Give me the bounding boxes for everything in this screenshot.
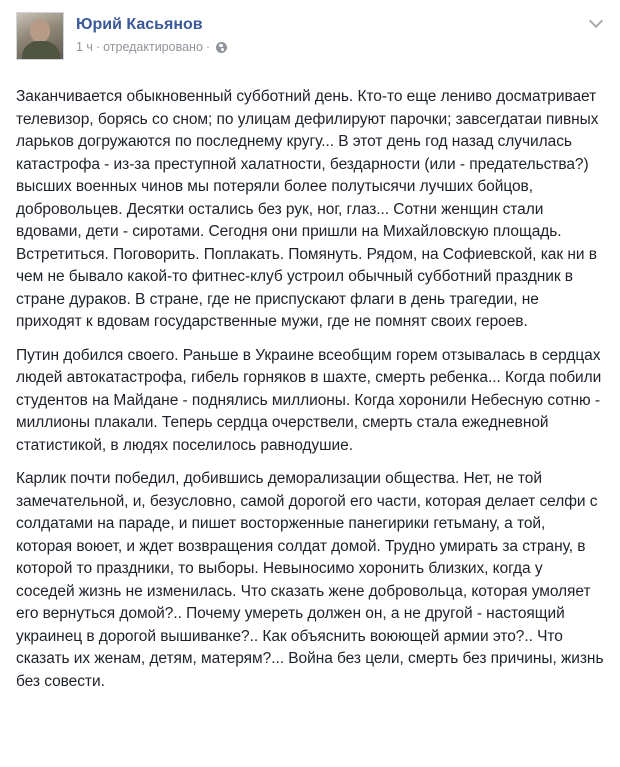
separator-dot-2: · (205, 40, 211, 54)
post-content (0, 64, 620, 693)
edited-label[interactable]: отредактировано (103, 40, 203, 54)
post-meta (76, 12, 604, 55)
post-subline (76, 39, 604, 55)
author-name-link[interactable]: Юрий Касьянов (76, 16, 203, 33)
post-paragraph-2: Путин добился своего. Раньше в Украине всеобщим горем отзывалась в сердцах людей автокатастрофа, гибель горняков в шахте, смерть ребенка... Когда побили студентов на Майдане - поднялись миллионы. Когда хоронили Небесную сотню - миллионы плакали. Теперь сердца очерствели, смерть стала ежедневной статистикой, в людях поселилось равнодушие. (16, 346, 602, 454)
post-paragraph-1: Заканчивается обыкновенный субботний день. Кто-то еще лениво досматривает телевизор, борясь со сном; по улицам дефилируют парочки; завсегдатаи пивных ларьков догружаются по последнему кругу... В этот день год назад случилась катастрофа - из-за преступной халатности, бездарности (или - предательства?) высших военных чинов мы потеряли более полутысячи лучших бойцов, добровольцев. Десятки остались без рук, ног, глаз... Сотни женщин стали вдовами, дети - сиротами. Сегодня они пришли на Михайловскую площадь. Встретиться. Поговорить. Поплакать. Помянуть. Рядом, на Софиевской, как ни в чем не бывало какой-то фитнес-клуб устроил обычный субботний праздник в стране дураков. В стране, где не приспускают флаги в день трагедии, не приходят к вдовам государственные мужи, где не помнят своих героев. (16, 88, 599, 330)
post-header (0, 12, 620, 64)
chevron-down-icon[interactable] (588, 14, 604, 30)
post-timestamp[interactable]: 1 ч (76, 40, 93, 54)
post-paragraph-3: Карлик почти победил, добившись деморализации общества. Нет, не той замечательной, и, безусловно, самой дорогой его части, которая делает селфи с солдатами на параде, и пишет восторженные панегирики гетьману, а той, которая воюет, и ждет возвращения солдат домой. Трудно умирать за страну, в которой то праздники, то выборы. Невыносимо хоронить близких, когда у соседей жизнь не изменилась. Что сказать жене добровольца, которая умоляет его вернуться домой?.. Почему умереть должен он, а не другой - настоящий украинец в дорогой вышиванке?.. Как объяснить воюющей армии это?.. Что сказать их женам, детям, матерям?... Война без цели, смерть без причины, жизнь без совести. (16, 470, 604, 690)
avatar[interactable] (16, 12, 64, 60)
avatar-head (30, 19, 50, 43)
separator-dot: · (95, 40, 101, 54)
public-globe-icon[interactable] (216, 42, 227, 53)
avatar-body (22, 41, 60, 60)
